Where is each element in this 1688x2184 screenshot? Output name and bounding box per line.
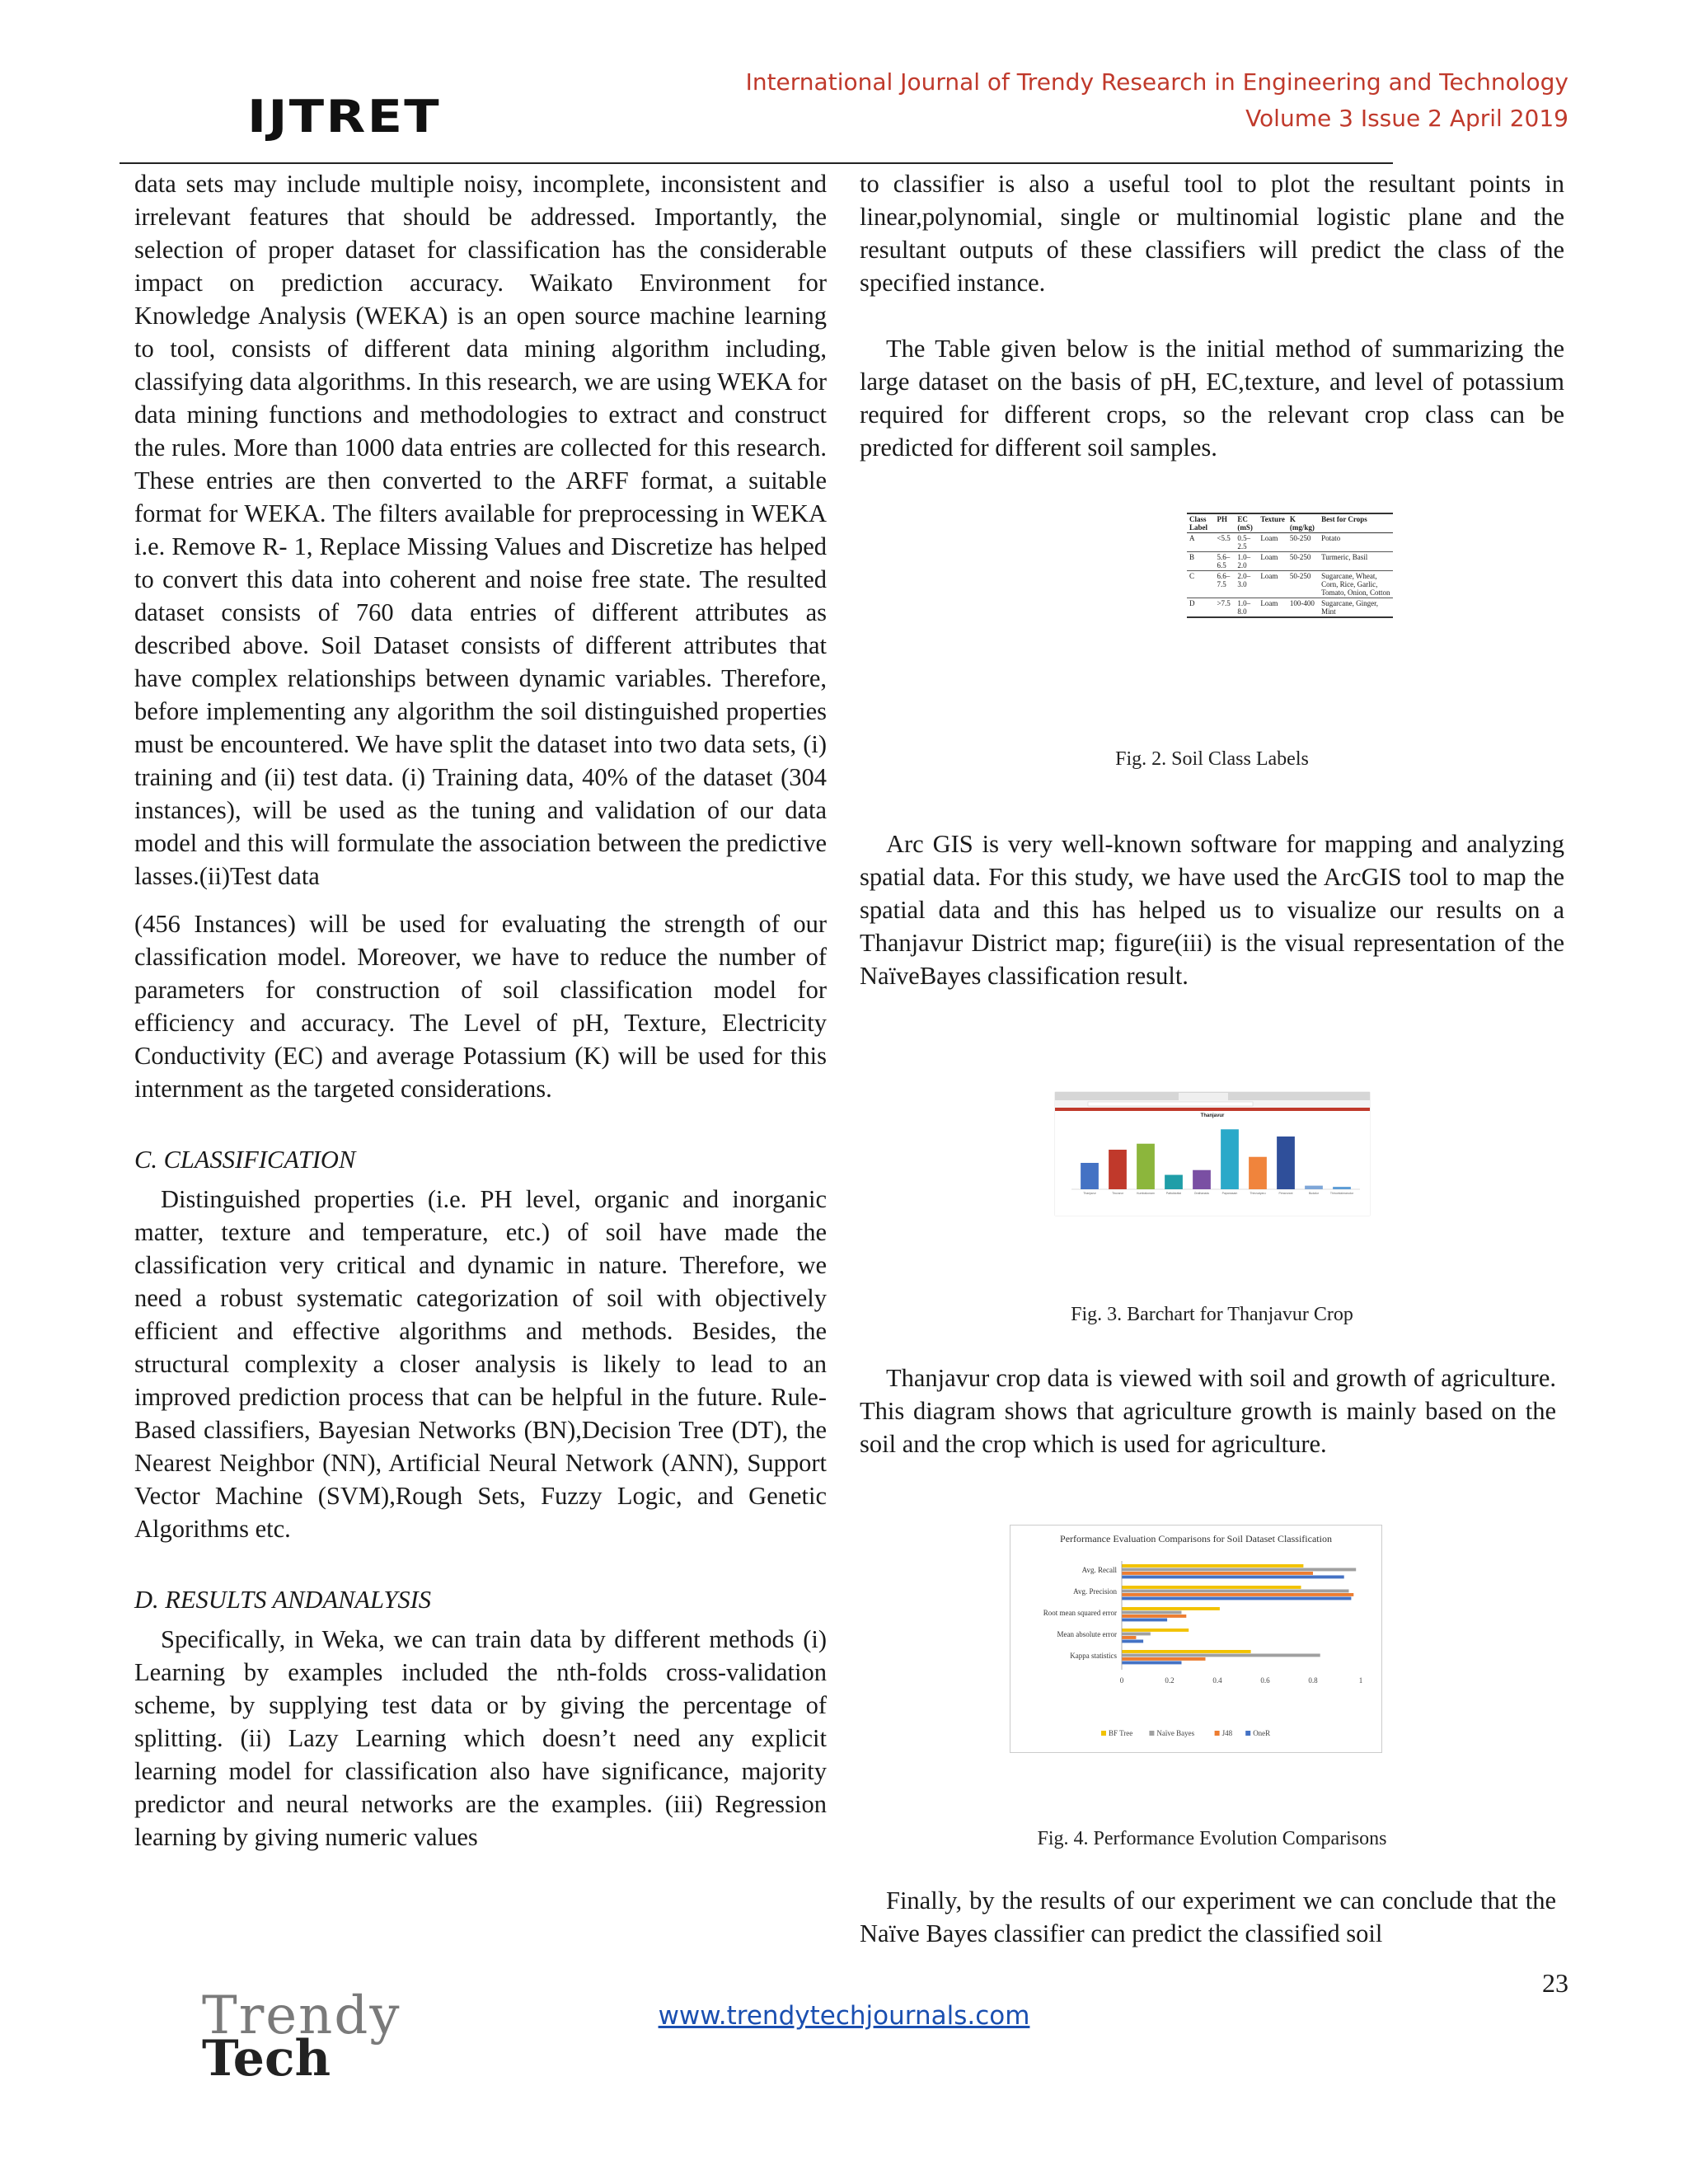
perf-category-label: Kappa statistics — [1070, 1652, 1117, 1660]
table-cell: D — [1189, 599, 1195, 607]
category-label: Pattukkottai — [1165, 1192, 1182, 1195]
perf-tick-label: 0.2 — [1165, 1676, 1175, 1685]
category-label: Tiruvarur — [1112, 1192, 1123, 1195]
perf-tick-label: 0 — [1119, 1676, 1124, 1685]
legend-label: J48 — [1221, 1729, 1233, 1737]
category-label: Thiruvidaimarudur — [1329, 1192, 1354, 1195]
perf-bar — [1122, 1650, 1251, 1653]
right-para-1: to classifier is also a useful tool to plot the resultant points in linear,polynomial, single or multinomial logistic plane and the resultant outputs of these classifiers will predict the class of the specified instance. — [860, 170, 1564, 297]
right-column-top — [860, 167, 1564, 464]
table-cell: 1.0–2.0 — [1237, 553, 1251, 569]
perf-bar — [1122, 1564, 1303, 1568]
perf-bar — [1122, 1590, 1349, 1593]
perf-chart-title: Performance Evaluation Comparisons for Soil Dataset Classification — [1060, 1533, 1332, 1544]
perf-bar — [1122, 1607, 1220, 1610]
perf-category-label: Avg. Recall — [1081, 1566, 1117, 1574]
table-row — [1187, 533, 1393, 552]
table-row — [1187, 571, 1393, 598]
table-cell: 6.6–7.5 — [1217, 572, 1231, 588]
table-cell: 50-250 — [1289, 534, 1311, 542]
soil-table-header-cell: Class Label — [1189, 515, 1208, 532]
trendytech-logo — [202, 1985, 401, 2088]
table-cell: Sugarcane, Ginger, Mint — [1321, 599, 1378, 616]
bar-budalur — [1305, 1186, 1323, 1189]
category-label: Thanjavur — [1083, 1192, 1096, 1195]
right-column-mid — [860, 827, 1564, 992]
perf-tick-label: 1 — [1358, 1676, 1363, 1685]
perf-tick-label: 0.6 — [1260, 1676, 1270, 1685]
bar-peravurani — [1277, 1137, 1295, 1189]
right-column-lower — [860, 1361, 1556, 1460]
section-heading-classification: C. CLASSIFICATION — [134, 1146, 356, 1174]
logo-word-trendy: Trendy — [202, 1985, 401, 2046]
perf-bar — [1122, 1640, 1143, 1643]
table-cell: 2.0–3.0 — [1237, 572, 1251, 588]
table-cell: C — [1189, 572, 1195, 580]
fig2-caption: Fig. 2. Soil Class Labels — [1115, 748, 1309, 770]
table-cell: Loam — [1260, 553, 1278, 561]
journal-issue: Volume 3 Issue 2 April 2019 — [1245, 105, 1568, 132]
category-label: Kumbakonam — [1137, 1192, 1155, 1195]
perf-tick-label: 0.8 — [1308, 1676, 1318, 1685]
perf-bar — [1122, 1568, 1356, 1572]
bar-thanjavur — [1081, 1163, 1099, 1189]
legend-label: BF Tree — [1109, 1729, 1133, 1737]
journal-url-link[interactable]: www.trendytechjournals.com — [658, 2001, 1030, 2031]
table-cell: Sugarcane, Wheat, Corn, Rice, Garlic, Tomato, Onion, Cotton — [1321, 572, 1390, 597]
table-cell: Loam — [1260, 534, 1278, 542]
right-para-2: The Table given below is the initial method of summarizing the large dataset on the basis of pH, EC,texture, and level of potassium required for different crops, so the relevant crop class can be predicted for different soil samples. — [860, 335, 1564, 462]
table-cell: 100-400 — [1289, 599, 1315, 607]
fig4-caption: Fig. 4. Performance Evolution Comparisons — [1037, 1828, 1387, 1849]
soil-table-header-cell: EC (mS) — [1237, 515, 1253, 532]
left-para-1: data sets may include multiple noisy, incomplete, inconsistent and irrelevant features that should be addressed. Importantly, the selection of proper dataset for classification has the considerable impact on prediction accuracy. Waikato Environment for Knowledge Analysis (WEKA) is an open source machine learning to tool, consists of different data mining algorithm including, classifying data algorithms. In this research, we are using WEKA for data mining functions and methodologies to extract and construct the rules. More than 1000 data entries are collected for this research. These entries are then converted to the ARFF format, a suitable format for WEKA. The filters available for preprocessing in WEKA i.e. Remove R- 1, Replace Missing Values and Discretize has helped to convert this data into coherent and noise free state. The resulted dataset consists of 760 data entries of different attributes as described above. Soil Dataset consists of different attributes that have complex relationships between dynamic variables. Therefore, before implementing any algorithm the soil distinguished properties must be encountered. We have split the dataset into two data sets, (i) training and (ii) test data. (i) Training data, 40% of the dataset (304 instances), will be used as the tuning and validation of our data model and this will formulate the association between the predictive lasses.(ii)Test data — [134, 170, 827, 890]
table-cell: >7.5 — [1217, 599, 1231, 607]
right-para-4: Thanjavur crop data is viewed with soil and growth of agriculture. This diagram shows that agriculture growth is mainly based on the soil and the crop which is used for agriculture. — [860, 1364, 1556, 1458]
left-para-3: Distinguished properties (i.e. PH level, organic and inorganic matter, texture and temperature, etc.) of soil have made the classification very critical and dynamic in nature. Therefore, we need a robust systematic categorization of soil with objectively efficient and effective algorithms and methods. Besides, the structural complexity a closer analysis is likely to lead to an improved prediction process that can be helpful in the future. Rule-Based classifiers, Bayesian Networks (BN),Decision Tree (DT), the Nearest Neighbor (NN), Artificial Neural Network (ANN), Support Vector Machine (SVM),Rough Sets, Fuzzy Logic, and Genetic Algorithms etc. — [134, 1185, 827, 1543]
bar-kumbakonam — [1137, 1144, 1155, 1189]
perf-bar — [1122, 1611, 1182, 1615]
chart-title: Thanjavur — [1200, 1113, 1225, 1118]
soil-table-header-cell: PH — [1217, 515, 1227, 523]
table-row — [1187, 598, 1393, 618]
right-column-bottom — [860, 1884, 1556, 1950]
right-para-5: Finally, by the results of our experiment we can conclude that the Naïve Bayes classifier can predict the classified soil — [860, 1886, 1556, 1947]
soil-table-header-cell: Texture — [1260, 515, 1285, 523]
table-cell: 0.5–2.5 — [1237, 534, 1251, 551]
thanjavur-chart — [1055, 1092, 1370, 1216]
left-para-2: (456 Instances) will be used for evaluating the strength of our classification model. Moreover, we have to reduce the number of parameters for construction of soil classification model for efficiency and accuracy. The Level of pH, Texture, Electricity Conductivity (EC) and average Potassium (K) will be used for this internment as the targeted considerations. — [134, 910, 827, 1103]
category-label: Budalur — [1308, 1192, 1320, 1195]
right-para-3: Arc GIS is very well-known software for mapping and analyzing spatial data. For this study, we have used the ArcGIS tool to map the spatial data and this has helped us to visualize our results on a Thanjavur District map; figure(iii) is the visual representation of the NaïveBayes classification result. — [860, 830, 1564, 990]
table-cell: 1.0–8.0 — [1237, 599, 1251, 616]
perf-bar — [1122, 1629, 1189, 1632]
perf-bar — [1122, 1633, 1151, 1636]
table-cell: Turmeric, Basil — [1321, 553, 1368, 561]
category-label: Peravurani — [1278, 1192, 1293, 1195]
left-para-4: Specifically, in Weka, we can train data by different methods (i) Learning by examples included the nth-folds cross-validation scheme, by supplying test data or by giving the percentage of splitting. (ii) Lazy Learning which doesn’t need any explicit learning model for classification also have significance, majority predictor and neural networks are the examples. (iii) Regression learning by giving numeric values — [134, 1625, 827, 1851]
browser-bookmark-strip — [1055, 1108, 1370, 1111]
thanjavur-chart-screenshot — [1055, 1092, 1370, 1216]
perf-bar — [1122, 1661, 1182, 1665]
table-cell: Loam — [1260, 599, 1278, 607]
legend-swatch — [1101, 1731, 1106, 1736]
bar-tiruvarur — [1109, 1150, 1127, 1189]
perf-bar — [1122, 1615, 1186, 1618]
table-cell: A — [1189, 534, 1195, 542]
soil-class-table — [1187, 513, 1393, 618]
browser-url-field — [1088, 1102, 1253, 1106]
bar-thiruvaiyaru — [1249, 1157, 1267, 1189]
legend-swatch — [1215, 1731, 1220, 1736]
left-column — [134, 167, 827, 1854]
fig3-caption: Fig. 3. Barchart for Thanjavur Crop — [1071, 1304, 1353, 1325]
perf-category-label: Root mean squared error — [1043, 1609, 1117, 1617]
logo-word-tech: Tech — [202, 2030, 331, 2088]
table-cell: 50-250 — [1289, 553, 1311, 561]
perf-bar — [1122, 1586, 1301, 1589]
browser-tab — [1179, 1093, 1228, 1100]
section-heading-results: D. RESULTS ANDANALYSIS — [134, 1586, 432, 1614]
soil-table-header — [1187, 513, 1393, 533]
perf-bar — [1122, 1636, 1136, 1639]
perf-bar — [1122, 1572, 1313, 1575]
journal-header — [746, 64, 1568, 137]
table-row — [1187, 552, 1393, 571]
perf-bar — [1122, 1619, 1167, 1622]
category-label: Thiruvaiyaru — [1250, 1192, 1266, 1195]
legend-swatch — [1245, 1731, 1250, 1736]
soil-table-header-cell: K (mg/kg) — [1289, 515, 1315, 532]
performance-chart — [1010, 1525, 1382, 1753]
soil-table-header-cell: Best for Crops — [1321, 515, 1367, 523]
perf-bar — [1122, 1593, 1353, 1596]
table-cell: 5.6–6.5 — [1217, 553, 1231, 569]
perf-tick-label: 0.4 — [1212, 1676, 1222, 1685]
bar-orathanadu — [1193, 1170, 1211, 1189]
table-cell: Loam — [1260, 572, 1278, 580]
bar-pattukkottai — [1165, 1175, 1183, 1189]
legend-label: Naïve Bayes — [1156, 1729, 1195, 1737]
category-label: Orathanadu — [1193, 1192, 1210, 1195]
perf-category-label: Mean absolute error — [1057, 1630, 1117, 1638]
legend-label: OneR — [1253, 1729, 1271, 1737]
legend-swatch — [1149, 1731, 1154, 1736]
perf-bar — [1122, 1576, 1344, 1579]
perf-bar — [1122, 1654, 1320, 1657]
table-cell: Potato — [1321, 534, 1341, 542]
journal-logo: IJTRET — [247, 91, 441, 143]
perf-bar — [1122, 1657, 1206, 1661]
bar-thiruvidaimarudur — [1333, 1187, 1351, 1189]
category-label: Papanasam — [1221, 1192, 1238, 1195]
page-number: 23 — [1542, 1968, 1568, 1998]
performance-chart-svg — [1010, 1526, 1381, 1752]
perf-bar — [1122, 1597, 1351, 1601]
bar-papanasam — [1221, 1129, 1239, 1189]
table-cell: 50-250 — [1289, 572, 1311, 580]
perf-category-label: Avg. Precision — [1073, 1587, 1117, 1596]
header-rule — [120, 162, 1393, 164]
journal-title: International Journal of Trendy Research in Engineering and Technology — [745, 68, 1568, 96]
table-cell: B — [1189, 553, 1195, 561]
table-cell: <5.5 — [1217, 534, 1231, 542]
